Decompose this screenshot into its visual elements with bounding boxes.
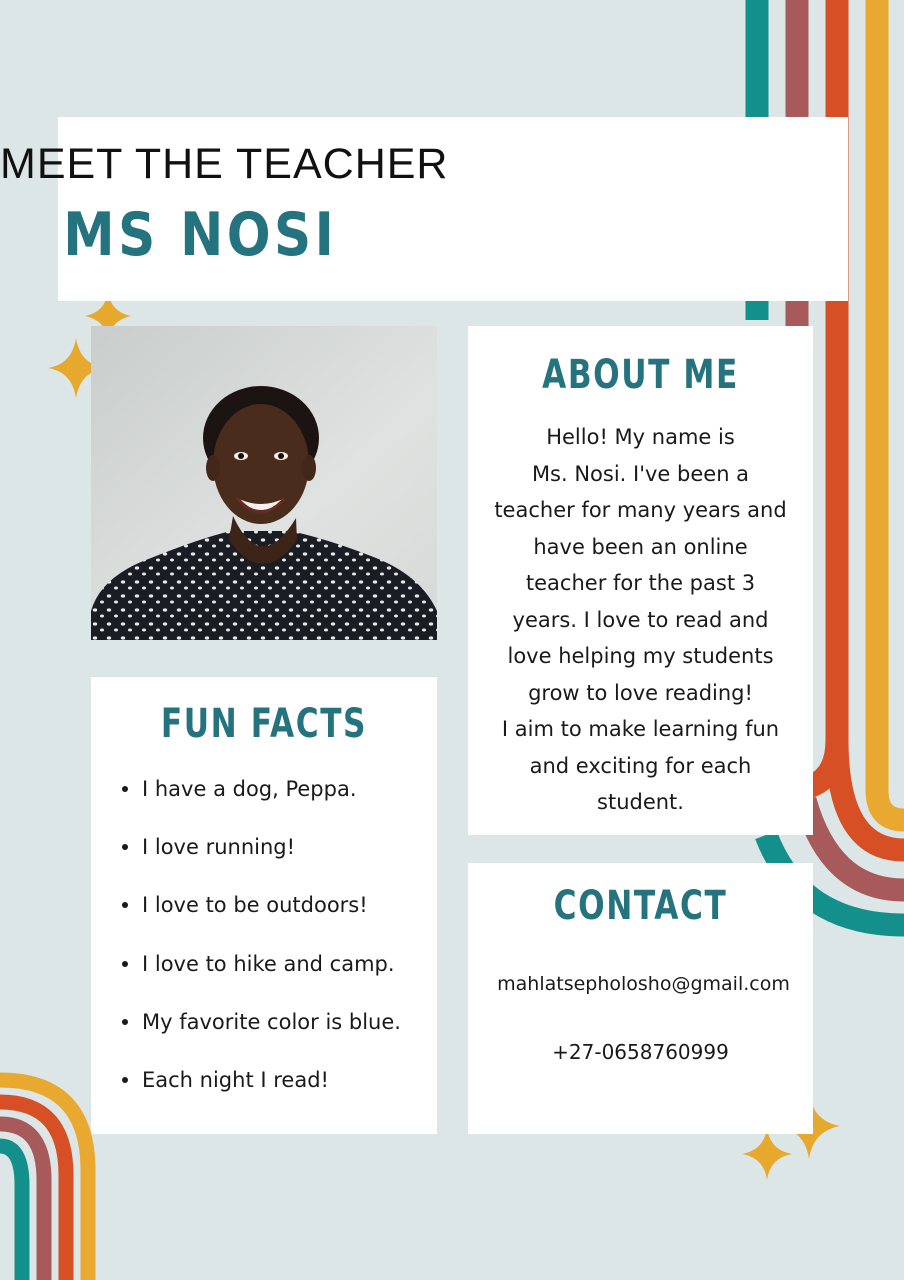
about-line: Ms. Nosi. I've been a <box>531 461 750 486</box>
bullet-icon <box>122 961 128 967</box>
about-me-text <box>482 419 799 821</box>
list-item <box>91 835 437 893</box>
about-line: and exciting for each <box>529 753 752 778</box>
fact-text: Each night I read! <box>142 1067 329 1092</box>
list-item <box>91 952 437 1010</box>
bullet-icon <box>122 1019 128 1025</box>
contact-phone[interactable]: +27-0658760999 <box>552 1040 729 1064</box>
about-line: Hello! My name is <box>546 425 735 449</box>
fun-facts-list <box>91 777 437 1126</box>
bullet-icon <box>122 844 128 850</box>
bullet-icon <box>122 1077 128 1083</box>
teacher-name-title: MS NOSI <box>63 200 338 270</box>
about-line: have been an online <box>533 534 748 559</box>
list-item <box>91 1010 437 1068</box>
about-line: love helping my students <box>507 644 774 668</box>
bullet-icon <box>122 786 128 792</box>
about-line: grow to love reading! <box>528 680 753 705</box>
fact-text: I love to hike and camp. <box>142 951 395 976</box>
list-item <box>91 893 437 951</box>
header-subtitle: MEET THE TEACHER <box>0 140 449 188</box>
fun-facts-card <box>91 677 437 1134</box>
list-item <box>91 1068 437 1126</box>
about-line: years. I love to read and <box>512 607 769 632</box>
about-line: I aim to make learning fun <box>501 717 780 741</box>
about-line: teacher for many years and <box>494 498 787 522</box>
corner-rainbow-teal <box>0 1146 22 1280</box>
fact-text: My favorite color is blue. <box>142 1009 401 1034</box>
about-me-heading: ABOUT ME <box>542 352 739 398</box>
contact-email[interactable]: mahlatsepholosho@gmail.com <box>497 973 790 995</box>
list-item <box>91 777 437 835</box>
bullet-icon <box>122 902 128 908</box>
contact-heading: CONTACT <box>553 883 728 929</box>
teacher-photo <box>91 326 437 640</box>
about-me-card <box>468 326 813 835</box>
fun-facts-heading: FUN FACTS <box>160 701 368 747</box>
about-line: student. <box>597 790 684 814</box>
fact-text: I love running! <box>142 835 296 860</box>
teacher-portrait-image <box>91 326 437 640</box>
fact-text: I have a dog, Peppa. <box>142 777 357 801</box>
about-line: teacher for the past 3 <box>525 571 756 595</box>
sparkle-icon <box>742 1128 792 1180</box>
fact-text: I love to be outdoors! <box>142 893 368 918</box>
contact-card <box>468 863 813 1134</box>
